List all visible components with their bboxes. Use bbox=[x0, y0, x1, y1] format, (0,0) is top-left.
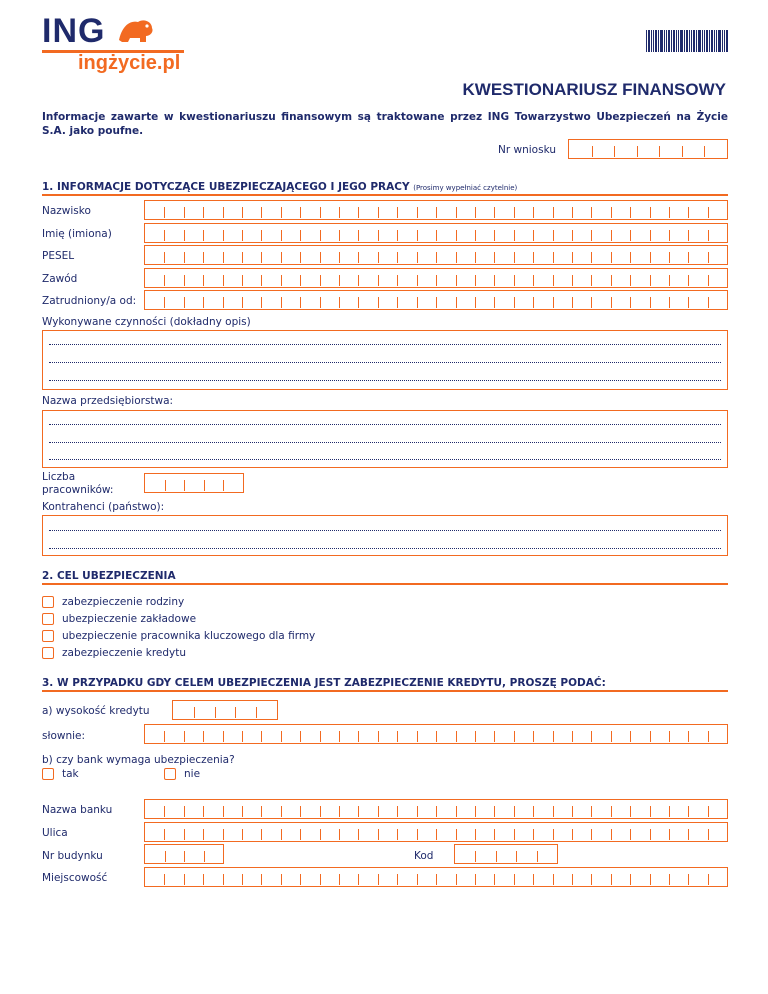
nr-wniosku-label: Nr wniosku bbox=[498, 144, 556, 156]
section2-divider bbox=[42, 583, 728, 585]
street-label: Ulica bbox=[42, 827, 68, 839]
street-input[interactable] bbox=[144, 822, 728, 842]
city-label: Miejscowość bbox=[42, 872, 108, 884]
activities-textarea[interactable] bbox=[42, 330, 728, 390]
checkbox[interactable] bbox=[42, 596, 54, 608]
checkbox[interactable] bbox=[42, 613, 54, 625]
employees-input[interactable] bbox=[144, 473, 244, 493]
postcode-label: Kod bbox=[414, 850, 434, 862]
intro-text: Informacje zawarte w kwestionariuszu finansowym są traktowane przez ING Towarzystwo Ubezpieczeń na Życie S.A. jako poufne. bbox=[42, 111, 728, 137]
building-number-label: Nr budynku bbox=[42, 850, 103, 862]
contractors-textarea[interactable] bbox=[42, 515, 728, 556]
checkbox[interactable] bbox=[42, 647, 54, 659]
profession-label: Zawód bbox=[42, 273, 78, 285]
profession-input[interactable] bbox=[144, 268, 728, 288]
employed-since-label: Zatrudniony/a od: bbox=[42, 295, 137, 307]
section1-heading: 1. INFORMACJE DOTYCZĄCE UBEZPIECZAJĄCEGO I JEGO PRACY (Prosimy wypełniać czytelnie) bbox=[42, 181, 518, 193]
activities-label: Wykonywane czynności (dokładny opis) bbox=[42, 316, 251, 328]
section2-heading: 2. CEL UBEZPIECZENIA bbox=[42, 570, 176, 582]
ing-zycie-logo-text: ingżycie.pl bbox=[78, 52, 181, 74]
employees-label: Liczba pracowników: bbox=[42, 471, 114, 496]
bank-requires-no[interactable]: nie bbox=[164, 768, 200, 780]
contractors-label: Kontrahenci (państwo): bbox=[42, 501, 165, 513]
postcode-input[interactable] bbox=[454, 844, 558, 864]
purpose-option-key-employee[interactable]: ubezpieczenie pracownika kluczowego dla firmy bbox=[42, 630, 315, 642]
checkbox[interactable] bbox=[164, 768, 176, 780]
bank-name-input[interactable] bbox=[144, 799, 728, 819]
employed-since-input[interactable] bbox=[144, 290, 728, 310]
checkbox[interactable] bbox=[42, 630, 54, 642]
purpose-option-credit[interactable]: zabezpieczenie kredytu bbox=[42, 647, 186, 659]
section3-heading: 3. W PRZYPADKU GDY CELEM UBEZPIECZENIA JEST ZABEZPIECZENIE KREDYTU, PROSZĘ PODAĆ: bbox=[42, 677, 606, 689]
building-number-input[interactable] bbox=[144, 844, 224, 864]
surname-input[interactable] bbox=[144, 200, 728, 220]
in-words-input[interactable] bbox=[144, 724, 728, 744]
purpose-option-workplace[interactable]: ubezpieczenie zakładowe bbox=[42, 613, 196, 625]
barcode-icon bbox=[646, 30, 728, 52]
checkbox[interactable] bbox=[42, 768, 54, 780]
lion-logo-icon bbox=[116, 14, 156, 46]
company-name-label: Nazwa przedsiębiorstwa: bbox=[42, 395, 174, 407]
first-name-label: Imię (imiona) bbox=[42, 228, 112, 240]
bank-name-label: Nazwa banku bbox=[42, 804, 113, 816]
credit-amount-input[interactable] bbox=[172, 700, 278, 720]
section1-divider bbox=[42, 194, 728, 196]
purpose-option-family[interactable]: zabezpieczenie rodziny bbox=[42, 596, 184, 608]
city-input[interactable] bbox=[144, 867, 728, 887]
bank-requires-yes[interactable]: tak bbox=[42, 768, 79, 780]
bank-requires-label: b) czy bank wymaga ubezpieczenia? bbox=[42, 754, 235, 766]
pesel-input[interactable] bbox=[144, 245, 728, 265]
company-name-textarea[interactable] bbox=[42, 410, 728, 468]
section3-divider bbox=[42, 690, 728, 692]
surname-label: Nazwisko bbox=[42, 205, 91, 217]
page-title: KWESTIONARIUSZ FINANSOWY bbox=[462, 80, 726, 99]
in-words-label: słownie: bbox=[42, 730, 86, 742]
credit-amount-label: a) wysokość kredytu bbox=[42, 705, 150, 717]
first-name-input[interactable] bbox=[144, 223, 728, 243]
ing-logo-text: ING bbox=[42, 12, 106, 50]
pesel-label: PESEL bbox=[42, 250, 75, 262]
nr-wniosku-input[interactable] bbox=[568, 139, 728, 159]
